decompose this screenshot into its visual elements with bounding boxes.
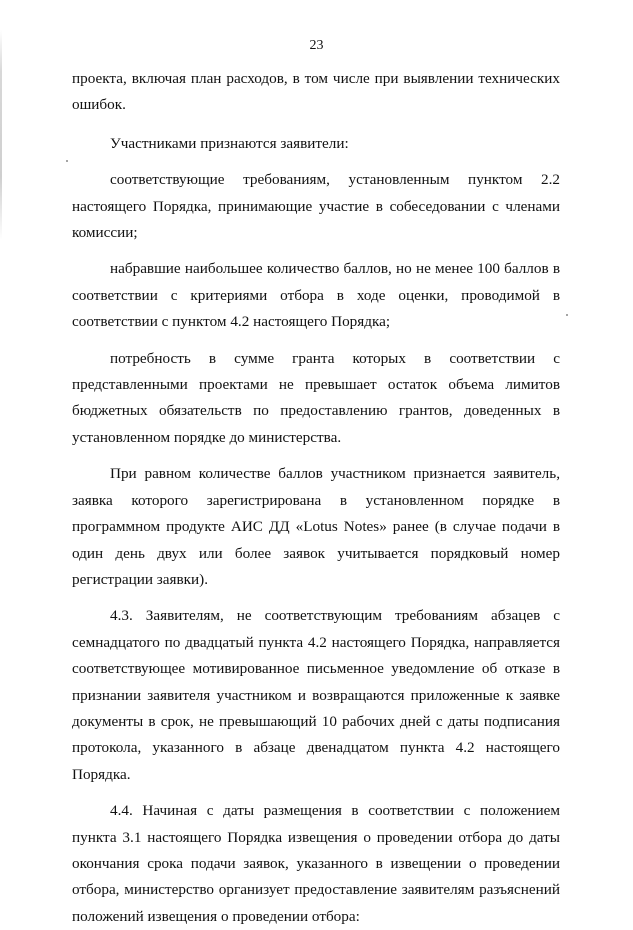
paragraph-criterion-score: набравшие наибольшее количество баллов, но не менее 100 баллов в соответствии с критериями отбора в ходе оценки, проводимой в соответствии с пунктом 4.2 настоящего Порядка; (72, 260, 560, 331)
scan-speck (66, 160, 68, 162)
document-body (72, 66, 560, 930)
scan-speck (566, 314, 568, 316)
paragraph-criterion-requirements: соответствующие требованиям, установленным пунктом 2.2 настоящего Порядка, принимающие участие в собеседовании с членами комиссии; (72, 171, 560, 242)
page-number: 23 (309, 38, 324, 53)
scan-edge-shadow (0, 30, 2, 240)
paragraph-section-4-3: 4.3. Заявителям, не соответствующим требованиям абзацев с семнадцатого по двадцатый пункта 4.2 настоящего Порядка, направляется соответствующее мотивированное письменное уведомление об отказе в признании заявителя участником и возвращаются приложенные к заявке документы в срок, не превышающий 10 рабочих дней с даты подписания протокола, указанного в абзаце двенадцатом пункта 4.2 настоящего Порядка. (72, 607, 560, 783)
paragraph-equal-score-rule: При равном количестве баллов участником признается заявитель, заявка которого зарегистрирована в установленном порядке в программном продукте АИС ДД «Lotus Notes» ранее (в случае подачи в один день двух или более заявок учитывается порядковый номер регистрации заявки). (72, 465, 560, 588)
paragraph-criterion-limits: потребность в сумме гранта которых в соответствии с представленными проектами не превышает остаток объема лимитов бюджетных обязательств по предоставлению грантов, доведенных в установленном порядке до министерства. (72, 349, 560, 446)
paragraph-continuation: проекта, включая план расходов, в том числе при выявлении технических ошибок. (72, 70, 560, 114)
paragraph-section-4-4: 4.4. Начиная с даты размещения в соответствии с положением пункта 3.1 настоящего Порядка извещения о проведении отбора до даты окончания срока подачи заявок, указанного в извещении о проведении отбора, министерство организует предоставление заявителям разъяснений положений извещения о проведении отбора: (72, 802, 560, 925)
paragraph-participants-heading: Участниками признаются заявители: (110, 134, 349, 152)
